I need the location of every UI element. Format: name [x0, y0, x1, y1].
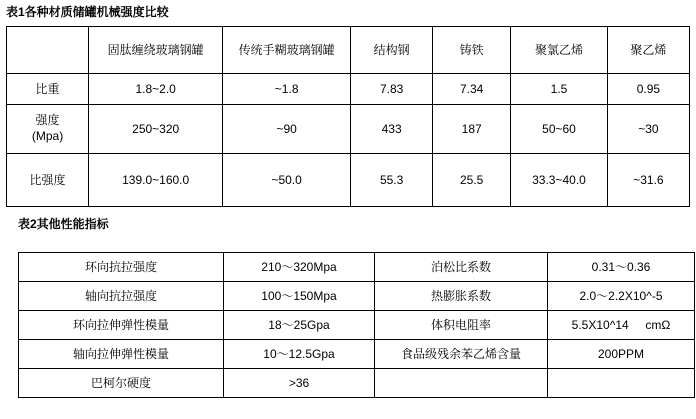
cell-property-residual-styrene: 食品级残余苯乙烯含量 — [375, 340, 548, 369]
header-cell-cast-iron: 铸铁 — [433, 27, 511, 74]
cell-property-barcol-hardness: 巴柯尔硬度 — [19, 369, 224, 398]
table-row — [19, 369, 695, 398]
cell-value-hoop-tensile-strength: 210～320Mpa — [224, 253, 375, 282]
table-row — [19, 282, 695, 311]
cell-value-axial-tensile-modulus: 10～12.5Gpa — [224, 340, 375, 369]
cell-value-poisson-ratio: 0.31～0.36 — [548, 253, 695, 282]
cell-value-barcol-hardness: >36 — [224, 369, 375, 398]
cell-specific-strength-cast-iron: 25.5 — [433, 154, 511, 207]
cell-property-empty — [375, 369, 548, 398]
table1-caption: 表1各种材质储罐机械强度比较 — [6, 5, 169, 19]
row-label-density: 比重 — [7, 74, 89, 105]
cell-density-pvc: 1.5 — [511, 74, 608, 105]
cell-density-pe: 0.95 — [607, 74, 689, 105]
header-cell-blank — [7, 27, 89, 74]
table-row — [19, 253, 695, 282]
cell-strength-cast-iron: 187 — [433, 105, 511, 154]
table-row — [7, 74, 690, 105]
cell-density-cast-iron: 7.34 — [433, 74, 511, 105]
cell-strength-frp-handlayup: ~90 — [223, 105, 351, 154]
cell-value-residual-styrene: 200PPM — [548, 340, 695, 369]
table-row — [7, 105, 690, 154]
cell-value-hoop-tensile-modulus: 18～25Gpa — [224, 311, 375, 340]
row-label-specific-strength: 比强度 — [7, 154, 89, 207]
cell-property-axial-tensile-modulus: 轴向拉伸弹性模量 — [19, 340, 224, 369]
cell-property-thermal-expansion: 热膨胀系数 — [375, 282, 548, 311]
row-label-strength — [7, 105, 89, 154]
cell-value-thermal-expansion: 2.0～2.2X10^-5 — [548, 282, 695, 311]
header-cell-pvc: 聚氯乙烯 — [511, 27, 608, 74]
row-label-strength-text: 强度 — [35, 113, 60, 128]
cell-specific-strength-frp-handlayup: ~50.0 — [223, 154, 351, 207]
cell-property-volume-resistivity: 体积电阻率 — [375, 311, 548, 340]
table-row — [19, 340, 695, 369]
header-cell-pe: 聚乙烯 — [607, 27, 689, 74]
cell-property-poisson-ratio: 泊松比系数 — [375, 253, 548, 282]
cell-value-axial-tensile-strength: 100～150Mpa — [224, 282, 375, 311]
cell-strength-structural-steel: 433 — [351, 105, 433, 154]
header-cell-structural-steel: 结构钢 — [351, 27, 433, 74]
row-label-strength-unit: (Mpa) — [31, 129, 64, 143]
cell-strength-pe: ~30 — [607, 105, 689, 154]
header-cell-frp-handlayup: 传统手糊玻璃钢罐 — [223, 27, 351, 74]
table2-caption: 表2其他性能指标 — [18, 217, 109, 231]
cell-property-axial-tensile-strength: 轴向抗拉强度 — [19, 282, 224, 311]
table-header-row — [7, 27, 690, 74]
cell-specific-strength-pe: ~31.6 — [607, 154, 689, 207]
cell-density-structural-steel: 7.83 — [351, 74, 433, 105]
cell-specific-strength-pvc: 33.3~40.0 — [511, 154, 608, 207]
cell-property-hoop-tensile-modulus: 环向拉伸弹性模量 — [19, 311, 224, 340]
cell-density-frp-handlayup: ~1.8 — [223, 74, 351, 105]
cell-value-empty — [548, 369, 695, 398]
table-row — [7, 154, 690, 207]
cell-specific-strength-structural-steel: 55.3 — [351, 154, 433, 207]
other-performance-table — [18, 252, 695, 398]
cell-strength-frp-filament: 250~320 — [89, 105, 223, 154]
cell-property-hoop-tensile-strength: 环向抗拉强度 — [19, 253, 224, 282]
mechanical-strength-table — [6, 26, 690, 207]
cell-strength-pvc: 50~60 — [511, 105, 608, 154]
cell-value-volume-resistivity: 5.5X10^14 cmΩ — [548, 311, 695, 340]
cell-specific-strength-frp-filament: 139.0~160.0 — [89, 154, 223, 207]
table-row — [19, 311, 695, 340]
cell-density-frp-filament: 1.8~2.0 — [89, 74, 223, 105]
header-cell-frp-filament: 固肽缠绕玻璃钢罐 — [89, 27, 223, 74]
